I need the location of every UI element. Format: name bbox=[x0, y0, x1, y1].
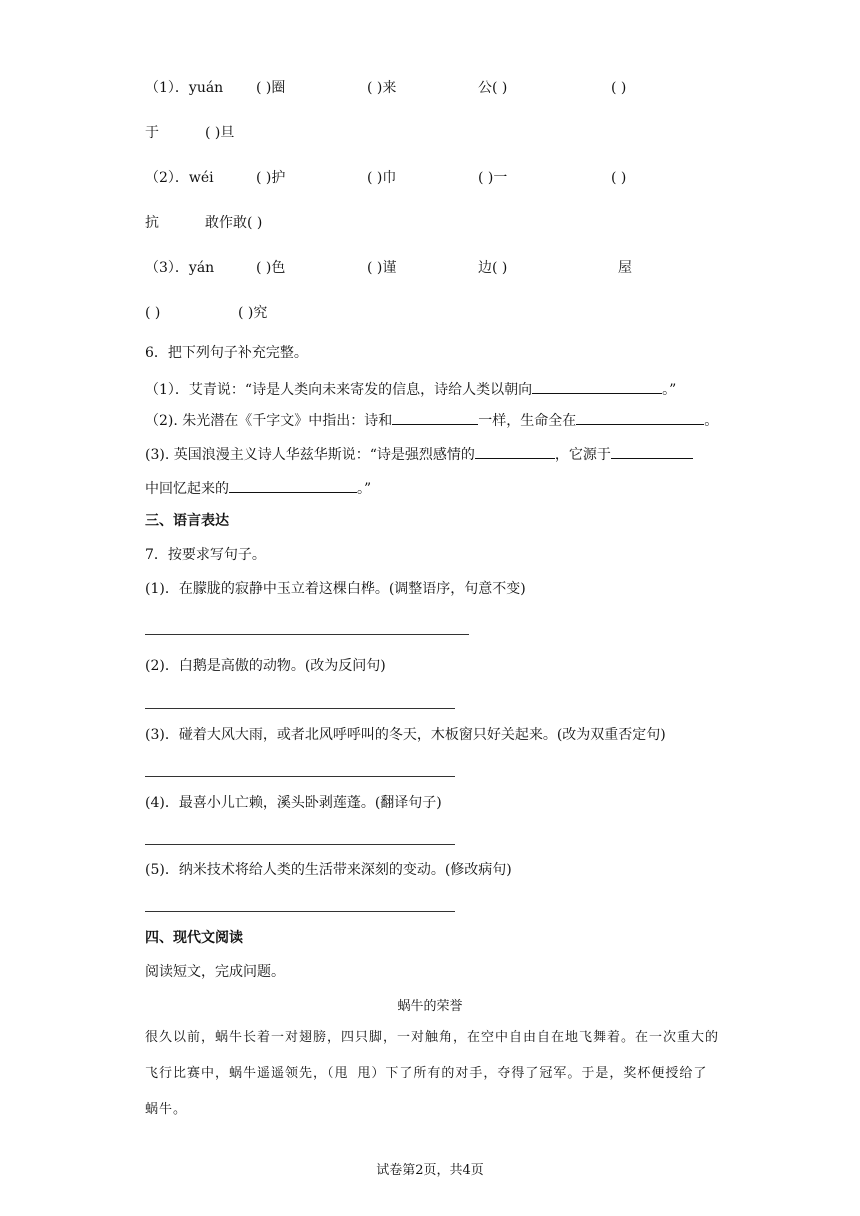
fill-blank[interactable] bbox=[475, 444, 555, 459]
q5-group2-item: ( )护 bbox=[256, 170, 286, 186]
q5-group1-line2: 于 bbox=[145, 125, 159, 141]
q5-group3-head: （3）．yán bbox=[145, 260, 215, 276]
reading-title: 蜗牛的荣誉 bbox=[397, 999, 463, 1014]
q5-group1-line2: ( )旦 bbox=[205, 125, 235, 141]
q7-item-3: (3)．碰着大风大雨，或者北风呼呼叫的冬天，木板窗只好关起来。(改为双重否定句) bbox=[145, 727, 666, 743]
section-3-heading: 三、语言表达 bbox=[145, 513, 229, 529]
section-4-heading: 四、现代文阅读 bbox=[145, 930, 243, 946]
q5-group2-item: ( )一 bbox=[478, 170, 508, 186]
q5-group3-line2: ( ) bbox=[145, 305, 161, 321]
fill-blank[interactable] bbox=[229, 478, 357, 493]
q5-group3-item: 边( ) bbox=[478, 260, 508, 276]
fill-blank[interactable] bbox=[392, 410, 478, 425]
reading-body: 很久以前，蜗牛长着一对翅膀，四只脚，一对触角，在空中自由自在地飞舞着。在一次重大的飞行比赛中，蜗牛遥遥领先，（甩 甩）下了所有的对手，夺得了冠军。于是，奖杯便授给了蜗牛。 bbox=[145, 1030, 720, 1117]
answer-line[interactable] bbox=[145, 634, 469, 635]
q5-group3-item: ( )谨 bbox=[367, 260, 397, 276]
q6-sentence-3-cont: 中回忆起来的 。” bbox=[145, 478, 371, 499]
q5-group3-item: 屋 bbox=[618, 260, 632, 276]
answer-line[interactable] bbox=[145, 708, 455, 709]
fill-blank[interactable] bbox=[576, 410, 704, 425]
q7-item-5: (5)．纳米技术将给人类的生活带来深刻的变动。(修改病句) bbox=[145, 862, 512, 878]
q6-sentence-3: (3). 英国浪漫主义诗人华兹华斯说：“诗是强烈感情的 ，它源于 bbox=[145, 444, 693, 465]
fill-blank[interactable] bbox=[611, 444, 693, 459]
q7-item-2: (2)．白鹅是高傲的动物。(改为反问句) bbox=[145, 658, 386, 674]
q5-group2-item: ( )巾 bbox=[367, 170, 397, 186]
q5-group2-item: ( ) bbox=[611, 170, 627, 186]
answer-line[interactable] bbox=[145, 776, 455, 777]
page-footer: 试卷第2页，共4页 bbox=[376, 1163, 484, 1178]
q5-group1-item: ( )来 bbox=[367, 80, 397, 96]
reading-instruction: 阅读短文，完成问题。 bbox=[145, 964, 285, 980]
q7-item-4: (4)．最喜小儿亡赖，溪头卧剥莲蓬。(翻译句子) bbox=[145, 795, 442, 811]
answer-line[interactable] bbox=[145, 844, 455, 845]
fill-blank[interactable] bbox=[532, 379, 662, 394]
q5-group3-item: ( )色 bbox=[256, 260, 286, 276]
q5-group2-head: （2）．wéi bbox=[145, 170, 214, 186]
q6-sentence-1: （1）．艾青说：“诗是人类向未来寄发的信息，诗给人类以朝向 。” bbox=[145, 379, 676, 400]
q6-sentence-2: （2). 朱光潜在《千字文》中指出：诗和 一样，生命全在 。 bbox=[145, 410, 718, 431]
q6-title: 6．把下列句子补充完整。 bbox=[145, 345, 308, 361]
q5-group2-line2: 抗 bbox=[145, 215, 159, 231]
answer-line[interactable] bbox=[145, 911, 455, 912]
q5-group3-line2: ( )究 bbox=[238, 305, 268, 321]
q5-group2-line2: 敢作敢( ) bbox=[205, 215, 263, 231]
q5-group1-head: （1）．yuán bbox=[145, 80, 224, 96]
q5-group1-item: ( ) bbox=[611, 80, 627, 96]
q5-group1-item: 公( ) bbox=[478, 80, 508, 96]
q7-title: 7．按要求写句子。 bbox=[145, 547, 266, 563]
q5-group1-item: ( )圈 bbox=[256, 80, 286, 96]
q7-item-1: (1)．在朦胧的寂静中玉立着这棵白桦。(调整语序，句意不变) bbox=[145, 581, 526, 597]
